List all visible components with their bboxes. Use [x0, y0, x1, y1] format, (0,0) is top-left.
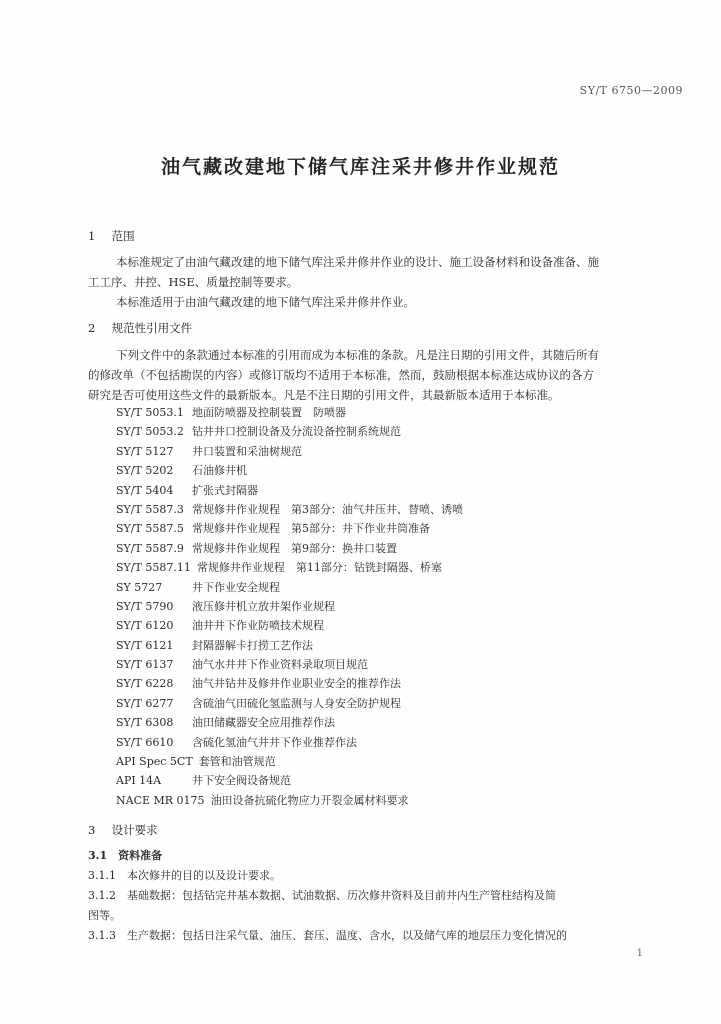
item-3-1-3: 3.1.3 生产数据：包括日注采气量、油压、套压、温度、含水，以及储气库的地层压力变化情况的 [88, 929, 567, 942]
reference-item [116, 616, 463, 635]
reference-item [116, 461, 463, 480]
reference-title: 常规修井作业规程 第11部分：钻铣封隔器、桥塞 [196, 561, 442, 575]
section-number: 3 [88, 823, 96, 837]
reference-title: 常规修井作业规程 第9部分：换井口装置 [192, 541, 397, 555]
reference-title: 常规修井作业规程 第5部分：井下作业井筒准备 [192, 522, 430, 536]
document-title: 油气藏改建地下储气库注采井修井作业规范 [160, 156, 560, 178]
reference-code: SY/T 6121 [116, 638, 174, 652]
section-2-heading [88, 320, 192, 336]
page-number: 1 [636, 948, 643, 959]
reference-title: 液压修井机立放井架作业规程 [192, 599, 335, 613]
reference-item [116, 500, 463, 519]
reference-code: SY/T 6120 [116, 619, 174, 633]
reference-title: 油田设备抗硫化物应力开裂金属材料要求 [210, 793, 409, 807]
section-title: 范围 [111, 229, 135, 243]
reference-code: SY/T 5127 [116, 444, 174, 458]
subsection-3-1-heading: 3.1 资料准备 [88, 849, 163, 862]
reference-code: SY/T 6228 [116, 677, 174, 691]
section-2-intro-line-3: 研究是否可使用这些文件的最新版本。凡是不注日期的引用文件，其最新版本适用于本标准。 [88, 388, 560, 402]
reference-code: SY/T 5404 [116, 483, 174, 497]
standard-number: SY/T 6750—2009 [579, 84, 683, 97]
section-1-heading [88, 228, 135, 244]
reference-title: 含硫油气田硫化氢监测与人身安全防护规程 [192, 696, 401, 710]
reference-code: SY/T 5053.2 [116, 425, 184, 439]
reference-code: SY/T 6610 [116, 735, 174, 749]
reference-title: 常规修井作业规程 第3部分：油气井压井、替喷、诱喷 [192, 502, 463, 516]
reference-item [116, 539, 463, 558]
reference-code: SY/T 5790 [116, 599, 174, 613]
reference-code: API Spec 5CT [116, 755, 193, 769]
section-title: 设计要求 [111, 823, 158, 837]
reference-code: SY 5727 [116, 580, 163, 594]
reference-code: SY/T 5587.9 [116, 541, 184, 555]
reference-item [116, 578, 463, 597]
reference-title: 钻井井口控制设备及分流设备控制系统规范 [192, 425, 401, 439]
reference-code: SY/T 6277 [116, 696, 174, 710]
reference-item [116, 713, 463, 732]
reference-title: 含硫化氢油气井井下作业推荐作法 [192, 735, 357, 749]
reference-code: SY/T 6308 [116, 716, 174, 730]
reference-code: SY/T 5202 [116, 464, 174, 478]
reference-item [116, 694, 463, 713]
section-number: 1 [88, 229, 96, 243]
reference-item [116, 597, 463, 616]
reference-item [116, 481, 463, 500]
reference-title: 封隔器解卡打捞工艺作法 [192, 638, 313, 652]
reference-title: 套管和油管规范 [198, 755, 276, 769]
reference-code: SY/T 5587.3 [116, 502, 184, 516]
reference-item [116, 519, 463, 538]
reference-item [116, 422, 463, 441]
reference-item [116, 558, 463, 577]
reference-item [116, 791, 463, 810]
section-1-para-1-line-2: 工工序、井控、HSE、质量控制等要求。 [88, 275, 299, 289]
section-title: 规范性引用文件 [111, 321, 193, 335]
reference-item [116, 752, 463, 771]
reference-item [116, 655, 463, 674]
reference-title: 井口装置和采油树规范 [192, 444, 302, 458]
reference-code: SY/T 6137 [116, 658, 174, 672]
reference-code: NACE MR 0175 [116, 793, 205, 807]
item-3-1-2-line-1: 3.1.2 基础数据：包括钻完井基本数据、试油数据、历次修井资料及目前井内生产管柱结构及简 [88, 889, 556, 902]
reference-item [116, 403, 463, 422]
reference-title: 扩张式封隔器 [192, 483, 258, 497]
reference-item [116, 733, 463, 752]
reference-title: 石油修井机 [192, 464, 247, 478]
normative-reference-list [116, 403, 463, 810]
item-3-1-2-line-2: 图等。 [88, 909, 121, 922]
section-2-intro-line-1: 下列文件中的条款通过本标准的引用而成为本标准的条款。凡是注日期的引用文件，其随后所有 [116, 348, 599, 362]
reference-code: SY/T 5587.5 [116, 522, 184, 536]
reference-item [116, 771, 463, 790]
reference-title: 井下安全阀设备规范 [192, 774, 291, 788]
item-3-1-1: 3.1.1 本次修井的目的以及设计要求。 [88, 869, 281, 882]
section-1-para-1-line-1: 本标准规定了由油气藏改建的地下储气库注采井修井作业的设计、施工设备材料和设备准备、施 [116, 255, 599, 269]
reference-code: SY/T 5587.11 [116, 561, 191, 575]
reference-code: API 14A [116, 774, 162, 788]
reference-item [116, 442, 463, 461]
reference-item [116, 674, 463, 693]
reference-title: 油井井下作业防喷技术规程 [192, 619, 324, 633]
reference-title: 油气水井井下作业资料录取项目规范 [192, 658, 368, 672]
reference-title: 地面防喷器及控制装置 防喷器 [192, 406, 346, 419]
section-2-intro-line-2: 的修改单（不包括勘误的内容）或修订版均不适用于本标准，然而，鼓励根据本标准达成协议的各方 [88, 368, 594, 382]
reference-title: 井下作业安全规程 [192, 580, 280, 594]
reference-title: 油田储藏器安全应用推荐作法 [192, 716, 335, 730]
reference-code: SY/T 5053.1 [116, 406, 184, 419]
section-3-heading [88, 822, 158, 838]
reference-item [116, 636, 463, 655]
reference-title: 油气井钻井及修井作业职业安全的推荐作法 [192, 677, 401, 691]
section-1-para-2: 本标准适用于由油气藏改建的地下储气库注采井修井作业。 [116, 295, 415, 309]
section-number: 2 [88, 321, 96, 335]
